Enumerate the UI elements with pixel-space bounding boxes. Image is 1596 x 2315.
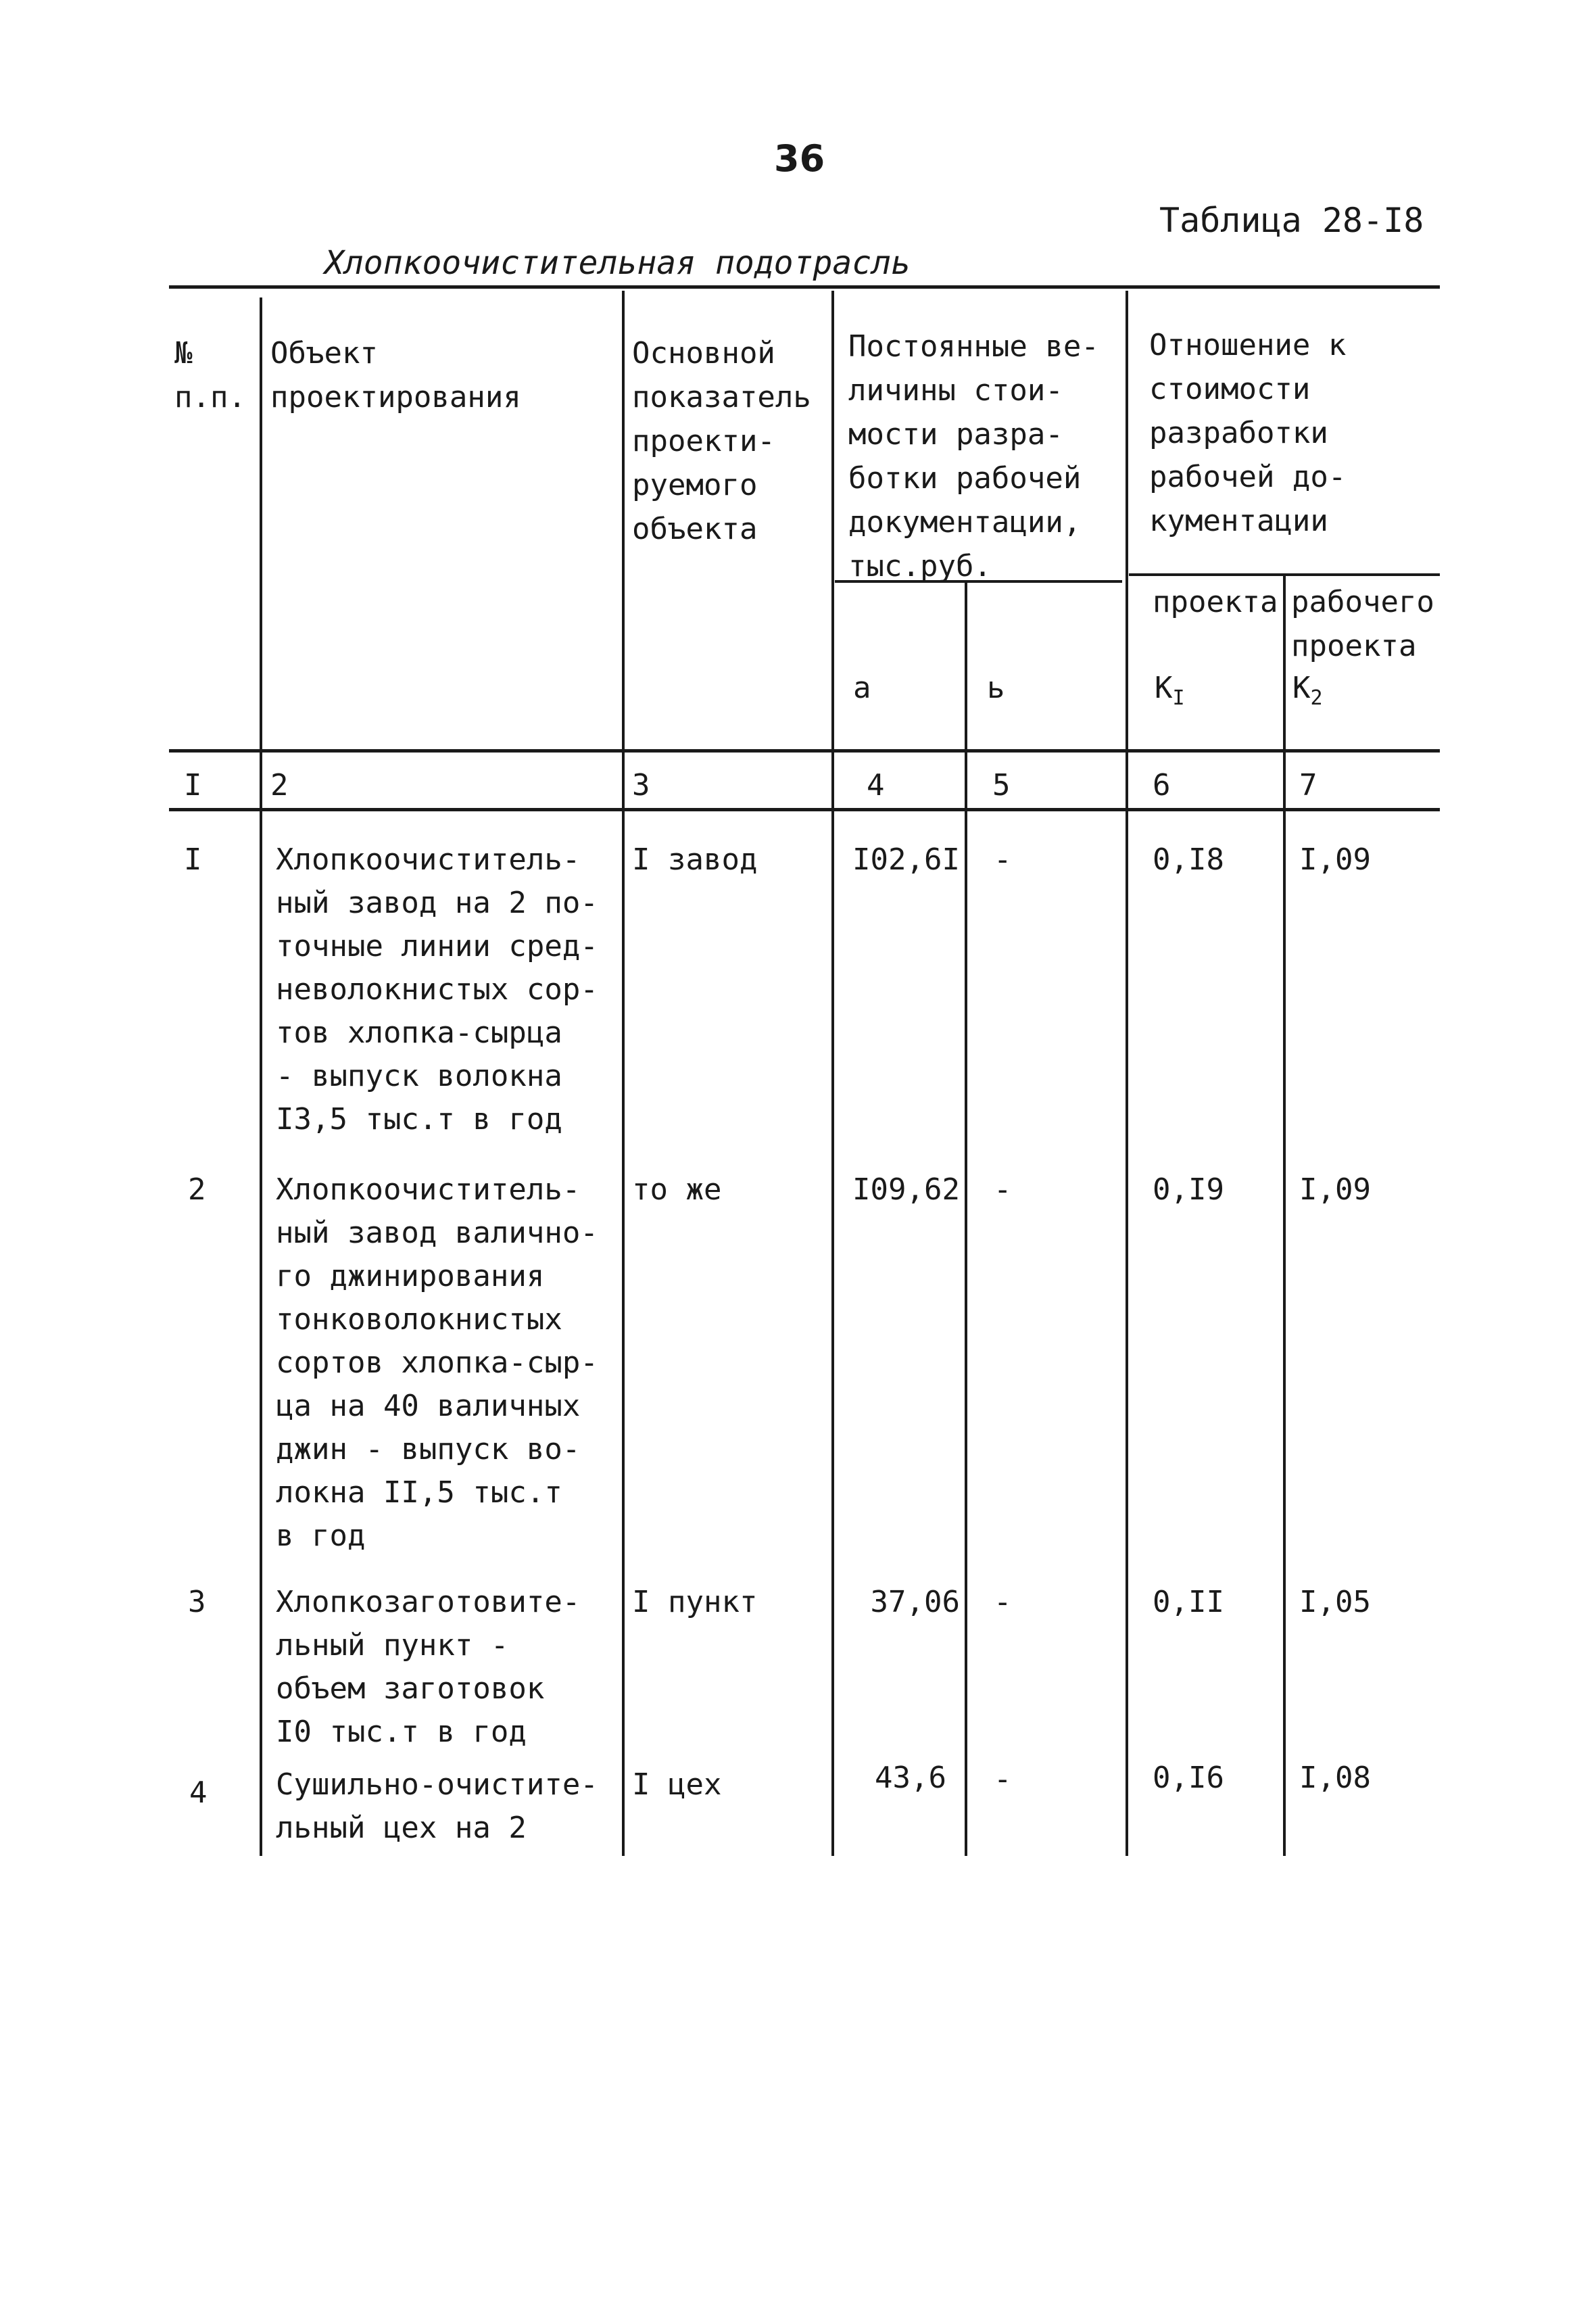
header-col-project: проекта: [1153, 585, 1278, 619]
k1-symbol: К: [1155, 671, 1173, 705]
row-value-b: -: [994, 842, 1012, 877]
row-value-k2: I,05: [1299, 1585, 1371, 1619]
header-col-ratio: Отношение к стоимости разработки рабочей до- кументации: [1149, 328, 1347, 538]
header-col-indicator: Основной показатель проекти- руемого объекта: [632, 336, 811, 546]
row-value-a: 37,06: [870, 1585, 960, 1619]
table-title: Таблица 28-I8: [1159, 201, 1424, 240]
row-value-k1: 0,I9: [1153, 1172, 1224, 1207]
row-object: Хлопкоочиститель- ный завод на 2 по- точные линии сред- неволокнистых сор- тов хлопка-сырца - выпуск волокна I3,5 тыс.т в год: [276, 842, 598, 1137]
row-indicator: то же: [632, 1172, 722, 1207]
subsector-title: Хлопкоочистительная подотрасль: [324, 244, 911, 282]
row-number: I: [184, 842, 202, 877]
header-col-a: а: [853, 671, 871, 705]
row-number: 2: [188, 1172, 206, 1207]
k2-index: 2: [1310, 686, 1323, 710]
header-col-number: № п.п.: [174, 336, 246, 414]
header-k2: [1292, 666, 1323, 720]
row-object: Хлопкоочиститель- ный завод валично- го джинирования тонковолокнистых сортов хлопка-сыр- ца на 40 валичных джин - выпуск во- локна II,5 тыс.т в год: [276, 1172, 598, 1553]
row-indicator: I цех: [632, 1767, 722, 1802]
row-value-k2: I,09: [1299, 842, 1371, 877]
row-value-b: -: [994, 1762, 1012, 1796]
column-number: 6: [1153, 768, 1171, 803]
column-number: 4: [867, 768, 885, 803]
row-indicator: I пункт: [632, 1585, 758, 1619]
row-number: 4: [189, 1775, 208, 1810]
row-value-k2: I,08: [1299, 1761, 1371, 1795]
header-col-constant-values: Постоянные ве- личины стои- мости разра- ботки рабочей документации, тыс.руб.: [848, 329, 1099, 583]
header-k1: [1155, 666, 1185, 720]
header-col-b: ь: [987, 671, 1005, 705]
row-number: 3: [188, 1585, 206, 1619]
column-number: 3: [632, 768, 650, 803]
k1-index: I: [1172, 686, 1185, 710]
row-indicator: I завод: [632, 842, 758, 877]
row-value-a: I02,6I: [852, 842, 960, 877]
row-value-b: -: [994, 1172, 1012, 1207]
row-value-k1: 0,II: [1153, 1585, 1224, 1619]
row-value-k1: 0,I8: [1153, 842, 1224, 877]
column-number: 7: [1299, 768, 1317, 803]
row-value-a: 43,6: [875, 1761, 946, 1795]
k2-symbol: К: [1292, 671, 1311, 705]
column-number: 2: [270, 768, 289, 803]
row-object: Сушильно-очистите- льный цех на 2: [276, 1767, 598, 1845]
row-value-a: I09,62: [852, 1172, 960, 1207]
row-value-k1: 0,I6: [1153, 1761, 1224, 1795]
row-object: Хлопкозаготовите- льный пункт - объем заготовок I0 тыс.т в год: [276, 1585, 581, 1749]
column-number: 5: [992, 768, 1011, 803]
row-value-k2: I,09: [1299, 1172, 1371, 1207]
header-col-working-project: рабочего проекта: [1291, 585, 1434, 663]
page-number: 36: [774, 137, 825, 180]
column-number: I: [184, 768, 202, 803]
row-value-b: -: [994, 1585, 1012, 1619]
header-col-object: Объект проектирования: [270, 336, 521, 414]
